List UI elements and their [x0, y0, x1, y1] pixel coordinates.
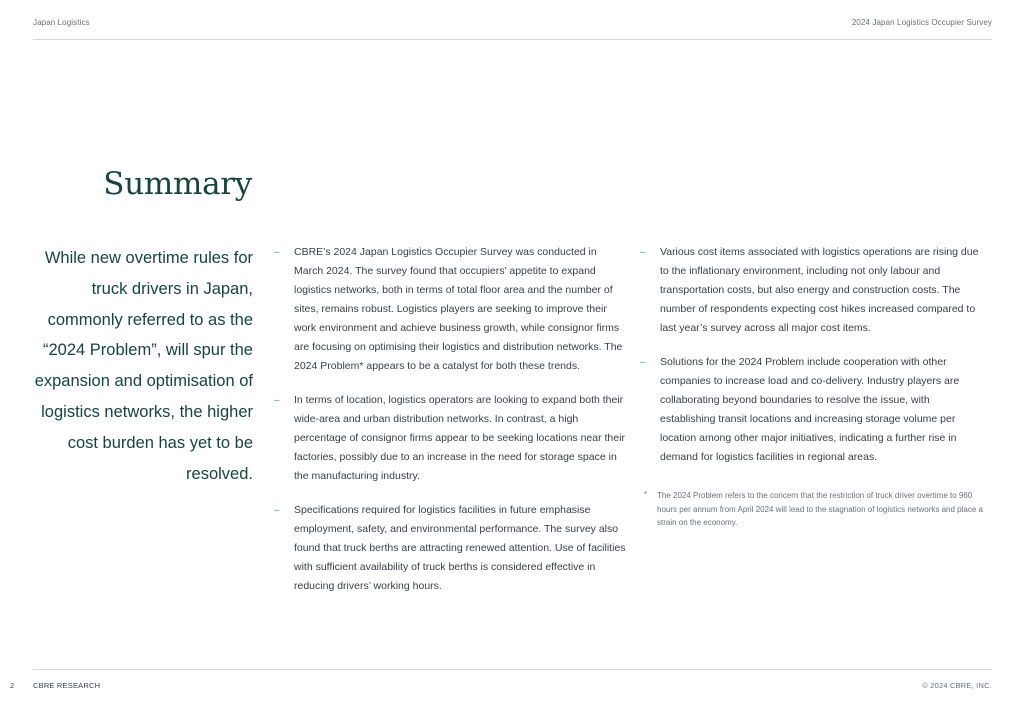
header-section-label: Japan Logistics	[33, 18, 90, 27]
footnote-text: The 2024 Problem refers to the concern that the restriction of truck driver overtime to 960 hours per annum from April 2024 will lead to the stagnation of logistics networks and place a strain on the economy.	[657, 491, 983, 527]
summary-bullet	[640, 353, 986, 467]
summary-bullet	[274, 501, 626, 596]
pull-quote: While new overtime rules for truck drivers in Japan, commonly referred to as the “2024 Problem”, will spur the expansion and optimisation of logistics networks, the higher cost burden has yet to be resolved.	[34, 249, 253, 483]
bullet-text: In terms of location, logistics operators are looking to expand both their wide-area and urban distribution networks. In contrast, a high percentage of consignor firms appear to be seeking locations near their factories, possibly due to an increase in the need for storage space in the manufacturing industry.	[294, 394, 625, 482]
summary-bullet	[640, 243, 986, 338]
bullet-dash: –	[274, 395, 280, 406]
footnote	[640, 489, 986, 530]
bullet-dash: –	[274, 247, 280, 258]
bullet-dash: –	[640, 247, 646, 258]
bullet-text: Solutions for the 2024 Problem include cooperation with other companies to increase load and co-delivery. Industry players are collaborating beyond boundaries to resolve the issue, with establishing transit locations and increasing storage volume per location among other major initiatives, indicating a further rise in demand for logistics facilities in regional areas.	[660, 356, 960, 463]
header-divider	[33, 39, 992, 40]
body-column-right	[640, 243, 986, 530]
bullet-text: Specifications required for logistics facilities in future emphasise employment, safety, and environmental performance. The survey also found that truck berths are attracting renewed attention. Use of facilities with sufficient availability of truck berths is considered effective in reducing drivers’ working hours.	[294, 504, 626, 592]
body-column-left	[274, 243, 626, 611]
summary-bullet	[274, 243, 626, 376]
footnote-marker: *	[644, 490, 648, 499]
footer-copyright: © 2024 CBRE, INC.	[922, 681, 992, 690]
bullet-text: Various cost items associated with logistics operations are rising due to the inflationary environment, including not only labour and transportation costs, but also energy and construction costs. The number of respondents expecting cost hikes increased compared to last year’s survey across all major cost items.	[660, 246, 979, 334]
footer-brand: CBRE RESEARCH	[33, 681, 101, 690]
bullet-dash: –	[274, 505, 280, 516]
header-report-title: 2024 Japan Logistics Occupier Survey	[851, 18, 992, 27]
footer-divider	[33, 669, 992, 670]
summary-bullet	[274, 391, 626, 486]
bullet-text: CBRE’s 2024 Japan Logistics Occupier Survey was conducted in March 2024. The survey found that occupiers’ appetite to expand logistics networks, both in terms of total floor area and the number of sites, remains robust. Logistics players are seeking to improve their work environment and achieve business growth, while consignor firms are focusing on optimising their logistics and distribution networks. The 2024 Problem* appears to be a catalyst for both these trends.	[294, 246, 623, 372]
page-number: 2	[10, 681, 15, 690]
bullet-dash: –	[640, 357, 646, 368]
page-title: Summary	[103, 166, 252, 202]
